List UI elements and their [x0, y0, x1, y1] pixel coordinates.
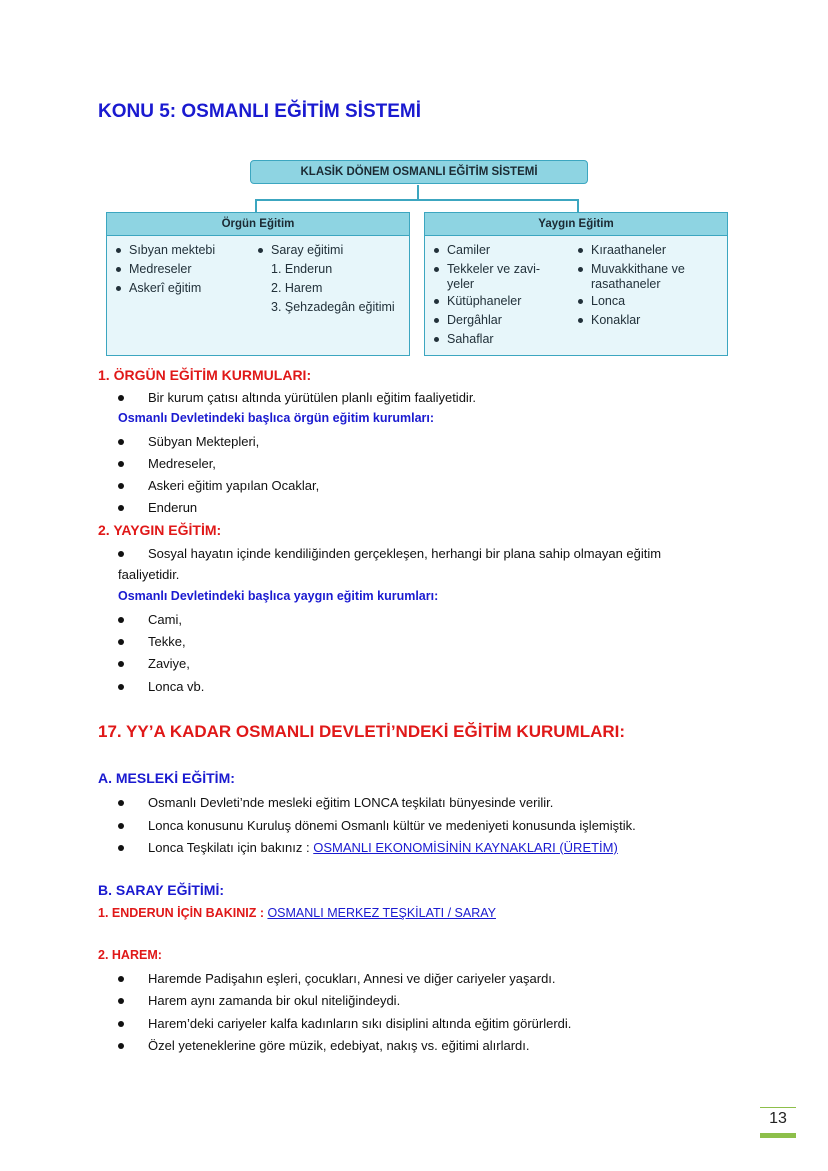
bullet-icon: [118, 483, 124, 489]
diagram-item-cont: rasathaneler: [591, 277, 661, 291]
diagram-item: Sıbyan mektebi: [115, 241, 215, 260]
diagram-item: Camiler: [433, 241, 540, 260]
bullet-icon: [118, 800, 124, 806]
bullet-icon: [118, 551, 124, 557]
bullet-icon: [118, 684, 124, 690]
informal-education-heading-text: 2. YAYGIN EĞİTİM:: [98, 522, 222, 538]
bullet-icon: [118, 395, 124, 401]
formal-col2: [257, 241, 395, 317]
bullet-icon: [118, 1043, 124, 1049]
diagram-subitem: 3. Şehzadegân eğitimi: [271, 300, 395, 314]
formal-education-heading-text: 1. ÖRGÜN EĞİTİM KURMULARI:: [98, 367, 312, 383]
page-number-box: [760, 1107, 796, 1133]
diagram-item: Sahaflar: [433, 330, 540, 349]
informal-education-heading: Yaygın Eğitim: [425, 213, 727, 236]
formal-col1: [115, 241, 215, 298]
diagram-item: Lonca: [577, 292, 685, 311]
vocational-education-heading: A. MESLEKİ EĞİTİM:: [98, 770, 235, 786]
bullet-icon: [118, 617, 124, 623]
section-17th-century-heading: 17. YY’A KADAR OSMANLI DEVLETİ’NDEKİ EĞİTİM KURUMLARI:: [98, 722, 626, 741]
page-number-top-line: [760, 1107, 796, 1108]
informal-education-box: [424, 212, 728, 356]
connector-left: [255, 199, 257, 213]
diagram-subitem: 2. Harem: [271, 281, 323, 295]
informal-col1: [433, 241, 540, 349]
bullet-icon: [118, 1021, 124, 1027]
diagram-top-box: KLASİK DÖNEM OSMANLI EĞİTİM SİSTEMİ: [250, 160, 588, 184]
connector-horizontal: [255, 199, 579, 201]
bullet-icon: [118, 461, 124, 467]
formal-institutions-subheading: Osmanlı Devletindeki başlıca örgün eğitim kurumları:: [118, 411, 435, 425]
central-organization-link[interactable]: OSMANLI MERKEZ TEŞKİLATI / SARAY: [267, 906, 496, 920]
diagram-item: Konaklar: [577, 311, 685, 330]
diagram-item: Saray eğitimi: [257, 241, 395, 260]
bullet-icon: [118, 998, 124, 1004]
page-title: KONU 5: OSMANLI EĞİTİM SİSTEMİ: [98, 101, 422, 122]
definition-continuation: faaliyetidir.: [118, 567, 180, 582]
diagram-item: Kütüphaneler: [433, 292, 540, 311]
diagram-item-cont: yeler: [447, 277, 475, 291]
bullet-icon: [118, 661, 124, 667]
diagram-item: Medreseler: [115, 260, 215, 279]
connector-right: [577, 199, 579, 213]
bullet-icon: [118, 439, 124, 445]
economy-sources-link[interactable]: OSMANLI EKONOMİSİNİN KAYNAKLARI (ÜRETİM): [313, 840, 618, 855]
bullet-icon: [118, 639, 124, 645]
diagram-item: Muvakkithane ve: [577, 260, 685, 277]
diagram-item: Askerî eğitim: [115, 279, 215, 298]
informal-institutions-subheading: Osmanlı Devletindeki başlıca yaygın eğitim kurumları:: [118, 589, 439, 603]
page-number: 13: [769, 1110, 787, 1127]
informal-col2: [577, 241, 685, 330]
diagram-item: Dergâhlar: [433, 311, 540, 330]
diagram-item: Tekkeler ve zavi-: [433, 260, 540, 277]
bullet-icon: [118, 976, 124, 982]
palace-education-heading: B. SARAY EĞİTİMİ:: [98, 882, 225, 898]
bullet-icon: [118, 823, 124, 829]
formal-education-box: [106, 212, 410, 356]
bullet-icon: [118, 505, 124, 511]
harem-heading: 2. HAREM:: [98, 948, 162, 962]
enderun-reference: 1. ENDERUN İÇİN BAKINIZ : OSMANLI MERKEZ TEŞKİLATI / SARAY: [98, 906, 496, 920]
diagram-subitem: 1. Enderun: [271, 262, 333, 276]
diagram-item: Kıraathaneler: [577, 241, 685, 260]
bullet-icon: [118, 845, 124, 851]
formal-education-heading: Örgün Eğitim: [107, 213, 409, 236]
page-number-bar: [760, 1133, 796, 1138]
